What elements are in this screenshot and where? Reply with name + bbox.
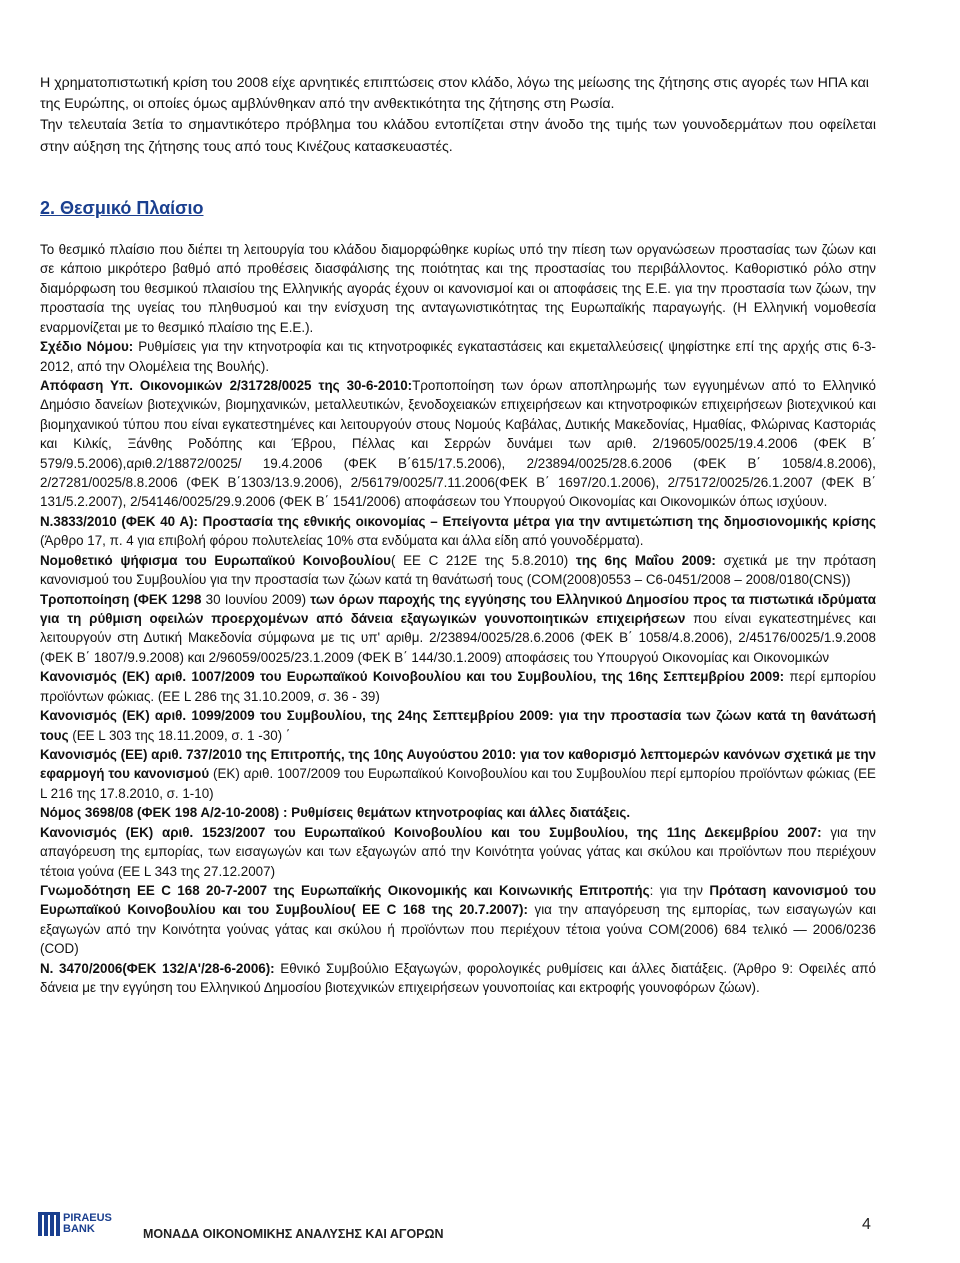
body-paragraph-9 [40,745,876,803]
body-paragraph-2 [40,337,876,376]
body-paragraph-3 [40,376,876,512]
bold-text: Τροποποίηση (ΦΕΚ 1298 [40,591,202,607]
logo-line-1: PIRAEUS [63,1212,112,1224]
text: σχετικά με την πρόταση κανονισμού του Συμβουλίου για την προστασία των ζώων κατά τη θανάτωσή τους (COM(2008)0553 – C6-0451/2008 – 2008/0180(CNS)) [40,552,876,588]
text: 30 Ιουνίου 2009) [201,591,311,607]
text: για την απαγόρευση της εμπορίας, των εισαγωγών και εξαγωγών από την Κοινότητα γούνας γάτας και σκύλου ή προϊόντων που περιέχουν τέτοια γούνα COM(2006) 684 τελικό — 2006/0236 (COD) [40,902,876,957]
text: Εθνικό Συμβούλιο Εξαγωγών, φορολογικές ρυθμίσεις και άλλες διατάξεις. (Άρθρο 9: Οφειλές από δάνεια με την εγγύηση του Ελληνικού Δημοσίου βιοτεχνικών επιχειρήσεων γουνοποιίας και εκτροφής γουνοφόρων ζώων). [40,960,876,996]
bold-text: Σχέδιο Νόμου: [40,339,134,355]
logo-line-2: BANK [63,1223,95,1235]
body-paragraph-10 [40,803,876,822]
body-paragraph-11 [40,823,876,881]
body-paragraph-4 [40,512,876,551]
body-paragraph-12 [40,881,876,959]
piraeus-bank-logo [38,1212,128,1252]
text: (Άρθρο 17, π. 4 για επιβολή φόρου πολυτελείας 10% στα ενδύματα και άλλα είδη από γουνοδέρματα). [40,533,644,549]
bold-text: Κανονισμός (ΕΕ) αριθ. 737/2010 της Επιτροπής, της 10ης Αυγούστου 2010: για τον καθορισμό λεπτομερών κανόνων σχετικά με την εφαρμογή του κανονισμού [40,746,876,782]
section-body [40,240,876,997]
bold-text: Γνωμοδότηση ΕΕ C 168 20-7-2007 της Ευρωπαϊκής Οικονομικής και Κοινωνικής Επιτροπής [40,882,650,898]
bold-text: της 6ης Μαΐου 2009: [575,552,716,568]
page-number: 4 [862,1216,871,1233]
intro-section [40,73,876,158]
bold-text: Απόφαση Υπ. Οικονομικών 2/31728/0025 της 30-6-2010: [40,377,413,393]
bank-logo-icon [38,1212,60,1238]
bold-text: Κανονισμός (ΕΚ) αριθ. 1099/2009 του Συμβουλίου, της 24ης Σεπτεμβρίου 2009: για την προστασία των ζώων κατά τη θανάτωσή τους [40,708,876,743]
intro-paragraph-1: Η χρηματοπιστωτική κρίση του 2008 είχε αρνητικές επιπτώσεις στον κλάδο, λόγω της μείωσης της ζήτησης στις αγορές των ΗΠΑ και της Ευρώπης, οι οποίες όμως αμβλύνθηκαν από την ανθεκτικότητα της ζήτησης στη Ρωσία. [40,75,869,113]
footer-unit-name: ΜΟΝΑΔΑ ΟΙΚΟΝΟΜΙΚΗΣ ΑΝΑΛΥΣΗΣ ΚΑΙ ΑΓΟΡΩΝ [143,1227,444,1241]
bold-text: Κανονισμός (ΕΚ) αριθ. 1007/2009 του Ευρωπαϊκού Κοινοβουλίου και του Συμβουλίου, της 16ης Σεπτεμβρίου 2009: [40,669,785,685]
text: για την απαγόρευση της εμπορίας, των εισαγωγών και των εξαγωγών από την Κοινότητα γούνας γάτας και σκύλου και προϊόντων που περιέχουν τέτοια γούνα (ΕΕ L 343 της 27.12.2007) [40,824,876,879]
body-paragraph-7 [40,667,876,706]
text: (ΕΕ L 303 της 18.11.2009, σ. 1 -30) ΄ [68,727,291,743]
body-paragraph-5 [40,551,876,590]
bold-text: Κανονισμός (ΕΚ) αριθ. 1523/2007 του Ευρωπαϊκού Κοινοβουλίου και του Συμβουλίου, της 11ης Δεκεμβρίου 2007: [40,824,822,840]
text: Τροποποίηση των όρων αποπληρωμής των εγγυημένων από το Ελληνικό Δημόσιο δανείων βιοτεχνικών, βιομηχανικών, μεταλλευτικών, ξενοδοχειακών επιχειρήσεων και κτηνοτροφικών επιχειρήσεων βιοτεχνικού και βιομηχανικού τύπου που είναι εγκατεστημένες και λειτουργούν στους Νομούς Καβάλας, Δυτικής Μακεδονίας, Ημαθίας, Φλώρινας Καστοριάς και Κιλκίς, Ξάνθης Ροδόπης και Έβρου, Πέλλας και Σερρών δυνάμει των αριθ. 2/19605/0025/19.4.2006 (ΦΕΚ Β΄ 579/9.5.2006),αριθ.2/18872/0025/ 19.4.2006 (ΦΕΚ Β΄615/17.5.2006), 2/23894/0025/28.6.2006 (ΦΕΚ Β΄ 1058/4.8.2006), 2/27281/0025/8.8.2006 (ΦΕΚ Β΄1303/13.9.2006), 2/56179/0025/7.11.2006(ΦΕΚ Β΄ 1697/20.1.2006), 2/75172/0025/26.1.2007 (ΦΕΚ Β΄ 131/5.2.2007), 2/54146/0025/29.9.2006 (ΦΕΚ Β΄ 1541/2006) αποφάσεων του Υπουργού Οικονομίας και Οικονομικών όπως ισχύουν. [40,377,877,510]
bold-text: Νόμος 3698/08 (ΦΕΚ 198 Α/2-10-2008) : Ρυθμίσεις θεμάτων κτηνοτροφίας και άλλες διατάξεις. [40,805,631,821]
bold-text: Νομοθετικό ψήφισμα του Ευρωπαϊκού Κοινοβουλίου [40,552,391,568]
body-paragraph-8 [40,706,876,745]
bold-text: Πρόταση κανονισμού του Ευρωπαϊκού Κοινοβουλίου και του Συμβουλίου( ΕΕ C 168 της 20.7.2007): [40,882,876,918]
section-heading: 2. Θεσμικό Πλαίσιο [40,198,204,218]
text: ( EE C 212E της 5.8.2010) [390,552,576,568]
bold-text: Ν.3833/2010 (ΦΕΚ 40 Α): Προστασία της εθνικής οικονομίας – Επείγοντα μέτρα για την αντιμετώπιση της δημοσιονομικής κρίσης [40,513,876,529]
body-paragraph-1: Το θεσμικό πλαίσιο που διέπει τη λειτουργία του κλάδου διαμορφώθηκε κυρίως υπό την πίεση των οργανώσεων προστασίας των ζώων και σε κάποιο μικρότερο βαθμό από προθέσεις διασφάλισης της ποιότητας και της προστασίας του περιβάλλοντος. Καθοριστικό ρόλο στην διαμόρφωση του θεσμικού πλαισίου της Ελληνικής αγοράς έχουν οι κανονισμοί και οι αποφάσεις της Ε.Ε. για την προστασία των ζώων, την προστασία της υγείας του πληθυσμού και την ενίσχυση της ανταγωνιστικότητας της Ευρωπαϊκής παραγωγής. (Η Ελληνική νομοθεσία εναρμονίζεται με το θεσμικό πλαίσιο της Ε.Ε.). [40,242,876,335]
bold-text: Ν. 3470/2006(ΦΕΚ 132/Α'/28-6-2006): [40,960,275,976]
body-paragraph-13 [40,959,876,998]
text: : για την [649,882,710,898]
text: (ΕΚ) αριθ. 1007/2009 του Ευρωπαϊκού Κοινοβουλίου και του Συμβουλίου περί εμπορίου προϊόντων φώκιας (ΕΕ L 216 της 17.8.2010, σ. 1-10) [40,766,876,801]
logo-text [63,1213,112,1235]
text: Ρυθμίσεις για την κτηνοτροφία και τις κτηνοτροφικές εγκαταστάσεις και εκμεταλλεύσεις( ψηφίστηκε επί της αρχής στις 6-3-2012, από την Ολομέλεια της Βουλής). [40,339,876,374]
bold-text: των όρων παροχής της εγγύησης του Ελληνικού Δημοσίου προς τα πιστωτικά ιδρύματα για τη ρύθμιση οφειλών προερχομένων από δάνεια εξαγωγικών γουνοποιητικών επιχειρήσεων [40,591,876,627]
text: που είναι εγκατεστημένες και λειτουργούν στη Δυτική Μακεδονία σύμφωνα με τις υπ' αριθμ. 2/23894/0025/28.6.2006 (ΦΕΚ Β΄ 1058/4.8.2006), 2/45176/0025/1.9.2008 (ΦΕΚ Β΄ 1807/9.9.2008) και 2/96059/0025/23.1.2009 (ΦΕΚ Β΄ 144/30.1.2009) αποφάσεις του Υπουργού Οικονομίας και Οικονομικών [40,611,876,665]
text: περί εμπορίου προϊόντων φώκιας. (ΕΕ L 286 της 31.10.2009, σ. 36 - 39) [40,669,876,704]
intro-paragraph-2: Την τελευταία 3ετία το σημαντικότερο πρόβλημα του κλάδου εντοπίζεται στην άνοδο της τιμής των γουνοδερμάτων που οφείλεται στην αύξηση της ζήτησης τους από τους Κινέζους κατασκευαστές. [40,117,876,155]
body-paragraph-6 [40,590,876,668]
